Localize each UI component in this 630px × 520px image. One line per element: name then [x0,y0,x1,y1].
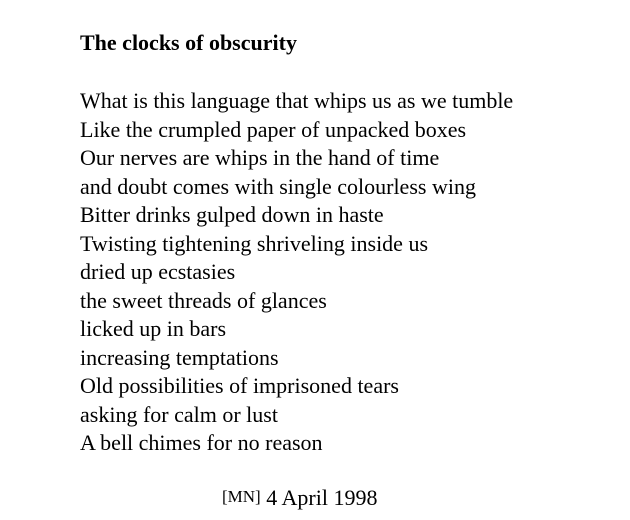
poem-line: Like the crumpled paper of unpacked boxes [80,116,467,142]
poem-line: dried up ecstasies [80,259,236,284]
author-initials: [MN] [222,487,261,506]
poem-line: and doubt comes with single colourless wing [80,173,476,199]
poem-line: Our nerves are whips in the hand of time [80,145,440,170]
poem-line: A bell chimes for no reason [80,430,323,455]
poem-line: the sweet threads of glances [80,287,327,313]
poem-body [80,87,513,458]
signature [222,484,377,514]
poem-line: Twisting tightening shriveling inside us [80,230,429,256]
poem-title: The clocks of obscurity [80,30,297,55]
poem-line: asking for calm or lust [80,401,278,427]
poem-line: Bitter drinks gulped down in haste [80,202,384,227]
poem-line: licked up in bars [80,316,227,341]
poem-line: What is this language that whips us as we tumble [80,88,514,113]
poem-date: 4 April 1998 [266,485,378,510]
poem-line: Old possibilities of imprisoned tears [80,373,399,398]
poem-line: increasing temptations [80,344,279,370]
